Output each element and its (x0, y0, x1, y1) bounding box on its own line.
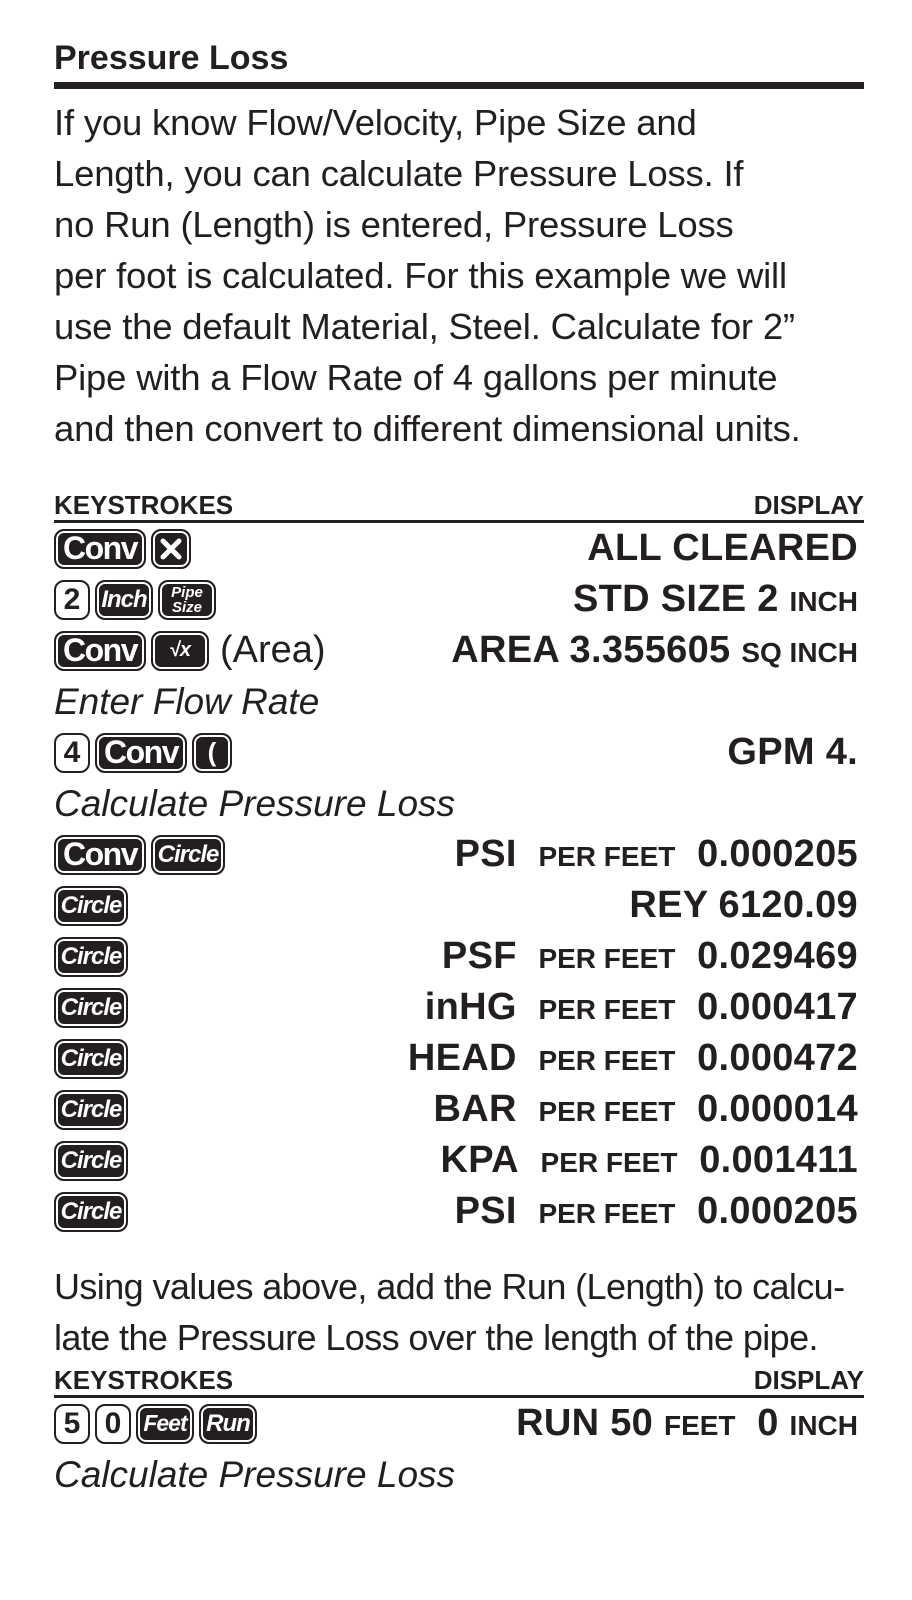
keystroke-row (54, 982, 864, 1033)
intro-line: Length, you can calculate Pressure Loss. If (54, 153, 744, 194)
keystroke-row (54, 523, 864, 574)
intro-line: use the default Material, Steel. Calculate for 2” (54, 306, 795, 347)
display-readout: HEAD PER FEET 0.000472 (407, 1037, 858, 1079)
keystroke-row (54, 880, 864, 931)
display-readout: BAR PER FEET 0.000014 (433, 1088, 858, 1130)
intro-line: Pipe with a Flow Rate of 4 gallons per minute (54, 357, 778, 398)
keystroke-row (54, 1398, 864, 1449)
conv-key[interactable]: Conv (54, 631, 146, 671)
square-root-key[interactable]: √x (151, 631, 209, 671)
circle-key[interactable]: Circle (54, 937, 128, 977)
circle-key[interactable]: Circle (151, 835, 225, 875)
instruction-line: late the Pressure Loss over the length of the pipe. (54, 1317, 818, 1358)
circle-key[interactable]: Circle (54, 1192, 128, 1232)
digit-2-key[interactable]: 2 (54, 580, 90, 620)
intro-paragraph (54, 97, 864, 454)
clear-x-icon (159, 537, 183, 561)
display-readout: KPA PER FEET 0.001411 (440, 1139, 858, 1181)
circle-key[interactable]: Circle (54, 988, 128, 1028)
intro-line: and then convert to different dimensional units. (54, 408, 801, 449)
digit-0-key[interactable]: 0 (95, 1404, 131, 1444)
digit-5-key[interactable]: 5 (54, 1404, 90, 1444)
step-note: Calculate Pressure Loss (54, 1454, 456, 1495)
display-readout: PSI PER FEET 0.000205 (454, 833, 858, 875)
intro-line: no Run (Length) is entered, Pressure Loss (54, 204, 734, 245)
pipe-size-key[interactable]: Pipe Size (158, 580, 216, 620)
keystroke-row (54, 1186, 864, 1237)
display-readout: PSF PER FEET 0.029469 (441, 935, 858, 977)
step-note: Enter Flow Rate (54, 681, 320, 722)
circle-key[interactable]: Circle (54, 1090, 128, 1130)
keystroke-row (54, 931, 864, 982)
keystroke-row (54, 727, 864, 778)
display-readout: PSI PER FEET 0.000205 (454, 1190, 858, 1232)
keystrokes-display-header (54, 1365, 864, 1398)
keystroke-row (54, 574, 864, 625)
digit-4-key[interactable]: 4 (54, 733, 90, 773)
inch-key[interactable]: Inch (95, 580, 153, 620)
step-note: Calculate Pressure Loss (54, 783, 456, 824)
manual-page (54, 36, 864, 1500)
keystroke-row (54, 1135, 864, 1186)
clear-x-key[interactable] (151, 529, 191, 569)
run-instructions (54, 1261, 864, 1363)
display-readout: GPM 4. (727, 731, 858, 773)
keystrokes-heading: KEYSTROKES (54, 490, 234, 520)
display-readout: RUN 50 FEET 0 INCH (516, 1402, 858, 1444)
display-readout: AREA 3.355605 SQ INCH (451, 629, 858, 671)
keystroke-row (54, 1084, 864, 1135)
conv-key[interactable]: Conv (54, 529, 146, 569)
area-note: (Area) (220, 629, 326, 671)
keystroke-row (54, 1033, 864, 1084)
keystroke-row (54, 829, 864, 880)
display-readout: inHG PER FEET 0.000417 (424, 986, 858, 1028)
circle-key[interactable]: Circle (54, 1039, 128, 1079)
title-divider (54, 82, 864, 89)
display-readout: STD SIZE 2 INCH (572, 578, 858, 620)
intro-line: If you know Flow/Velocity, Pipe Size and (54, 102, 697, 143)
open-paren-key[interactable]: ( (192, 733, 232, 773)
display-heading: DISPLAY (753, 490, 864, 520)
circle-key[interactable]: Circle (54, 1141, 128, 1181)
display-heading: DISPLAY (753, 1365, 864, 1395)
page-title: Pressure Loss (54, 39, 289, 77)
display-readout: ALL CLEARED (587, 527, 858, 569)
keystrokes-display-header (54, 490, 864, 523)
feet-key[interactable]: Feet (136, 1404, 194, 1444)
run-key[interactable]: Run (199, 1404, 257, 1444)
keystrokes-heading: KEYSTROKES (54, 1365, 234, 1395)
conv-key[interactable]: Conv (95, 733, 187, 773)
instruction-line: Using values above, add the Run (Length) to calcu- (54, 1266, 845, 1307)
intro-line: per foot is calculated. For this example we will (54, 255, 787, 296)
conv-key[interactable]: Conv (54, 835, 146, 875)
display-readout: REY 6120.09 (629, 884, 858, 926)
keystroke-row (54, 625, 864, 676)
circle-key[interactable]: Circle (54, 886, 128, 926)
